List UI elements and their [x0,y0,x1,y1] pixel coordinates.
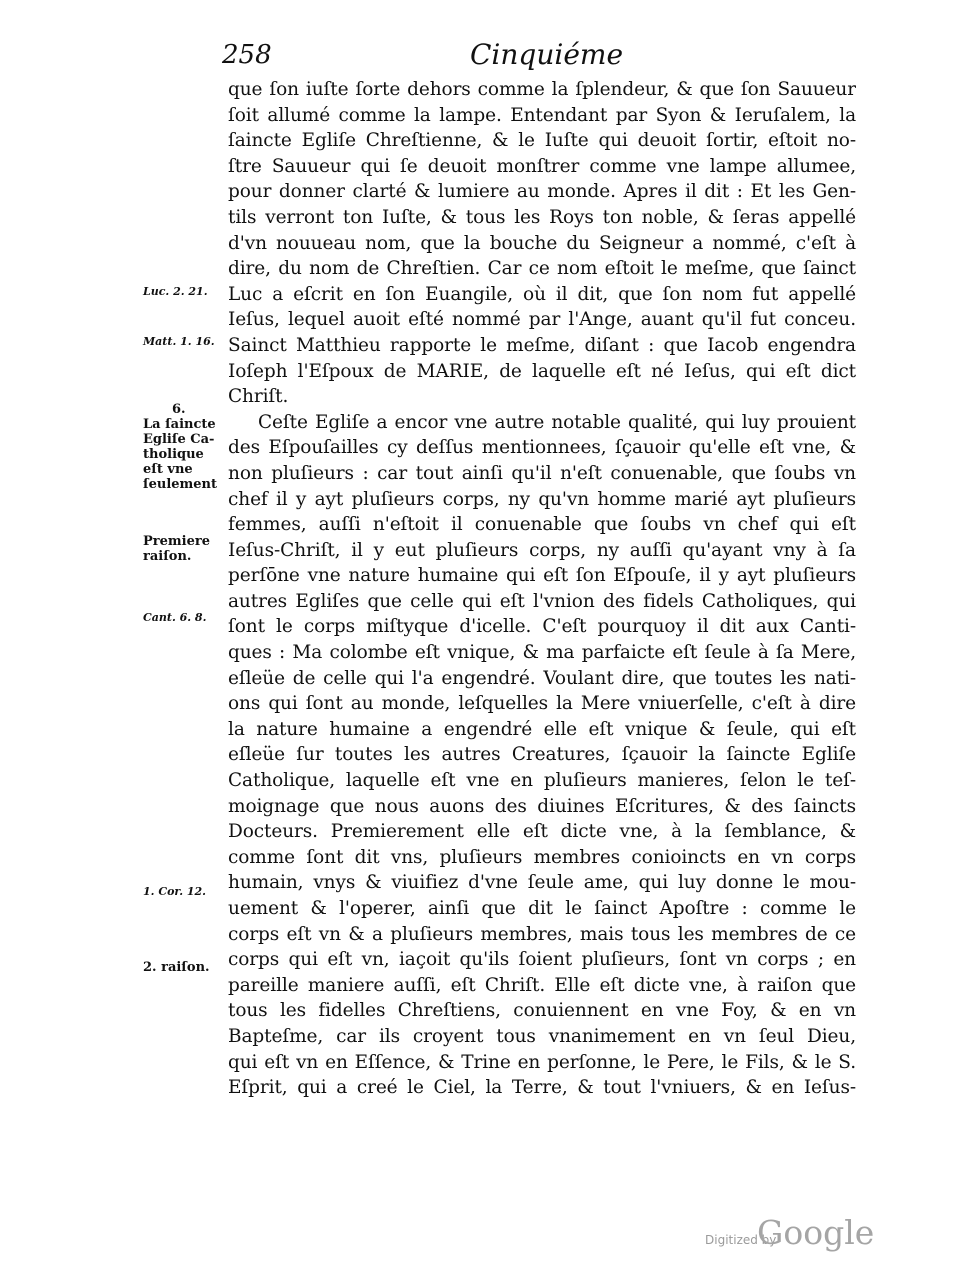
sidenote-line: ſeulement [143,477,218,492]
margin-ref-cor: 1. Cor. 12. [143,885,206,898]
text-line: femmes, auſſi n'eſtoit il conuenable que ſoubs vn chef qui eſt [228,514,856,536]
text-line: ons qui ſont au monde, leſquelles la Mere vniuerſelle, c'eſt à dire [228,693,856,715]
text-line: Chriſt. [228,386,289,408]
margin-ref-luc: Luc. 2. 21. [143,285,208,298]
text-line: uement & l'operer, ainſi que dit le ſainct Apoſtre : comme le [228,898,856,919]
text-line: eſleüe de celle qui l'a engendré. Voulant dire, que toutes les nati- [228,667,856,689]
text-line: comme ſont dit vns, pluſieurs membres conioincts en vn corps [228,846,856,868]
google-logo: Google [757,1213,875,1252]
text-line: moignage que nous auons des diuines Eſcritures, & des ſaincts [228,795,856,817]
text-line: Eſprit, qui a creé le Ciel, la Terre, & tout l'vniuers, & en Ieſus- [228,1077,856,1099]
running-title: Cinquiéme [470,38,624,71]
margin-second-raison: 2. raiſon. [143,960,210,975]
margin-sidenote [143,417,223,492]
google-watermark [705,1215,875,1255]
sidenote-line: raiſon. [143,549,192,564]
margin-number: 6. [172,402,186,417]
text-line: corps eſt vn & a pluſieurs membres, mais tous les membres de ce [228,923,856,945]
sidenote-line: tholique [143,447,204,462]
text-line: Catholique, laquelle eſt vne en pluſieurs manieres, ſelon le teſ- [228,770,856,792]
paragraph-start: Ceſte Egliſe a encor vne autre notable qualité, qui luy prouient [258,411,856,433]
sidenote-line: Premiere [143,534,210,549]
main-text [228,77,856,1101]
text-line: dire, du nom de Chreſtien. Car ce nom eſtoit le meſme, que ſainct [228,258,856,280]
text-line: humain, vnys & viuifiez d'vne ſeule ame, qui luy donne le mou- [228,872,856,894]
margin-ref-cant: Cant. 6. 8. [143,611,207,624]
text-line: qui eſt vn en Eſſence, & Trine en perſonne, le Pere, le Fils, & le S. [228,1051,856,1073]
sidenote-line: La ſaincte [143,417,216,432]
text-line: ſaincte Egliſe Chreſtienne, & le Iuſte qui deuoit ſortir, eſtoit no- [228,130,856,152]
text-line: ſont le corps miſtyque d'icelle. C'eſt pourquoy il dit aux Canti- [228,616,856,638]
text-line: Ioſeph l'Eſpoux de MARIE, de laquelle eſt né Ieſus, qui eſt dict [228,360,856,382]
text-line: eſleüe ſur toutes les autres Creatures, ſçauoir la ſaincte Egliſe [228,744,856,766]
text-line: tils verront ton Iuſte, & tous les Roys ton noble, & ſeras appellé [228,206,856,228]
text-line: tous les fidelles Chreſtiens, conuiennent en vne Foy, & en vn [228,1000,856,1022]
page-number: 258 [222,40,272,70]
digitized-by-label: Digitized by [705,1233,777,1247]
text-line: non pluſieurs : car tout ainſi qu'il n'eſt conuenable, que ſoubs vn [228,462,856,484]
text-line: Ieſus-Chriſt, il y eut pluſieurs corps, ny auſſi qu'ayant vny à ſa [228,539,856,561]
text-line: Docteurs. Premierement elle eſt dicte vne, à la ſemblance, & [228,821,856,843]
text-line: ques : Ma colombe eſt vnique, & ma parfaicte eſt ſeule à ſa Mere, [228,642,856,664]
text-line: chef il y ayt pluſieurs corps, ny qu'vn homme marié ayt pluſieurs [228,488,856,510]
text-line: corps qui eſt vn, iaçoit qu'ils ſoient pluſieurs, ſont vn corps ; en [228,949,856,971]
text-line: ſtre Sauueur qui ſe deuoit monſtrer comme vne lampe allumee, [228,155,856,177]
sidenote-line: Egliſe Ca- [143,432,215,447]
margin-ref-matt: Matt. 1. 16. [143,335,215,348]
text-line: que ſon iuſte ſorte dehors comme la ſplendeur, & que ſon Sauueur [228,79,856,100]
text-line: d'vn nouueau nom, que la bouche du Seigneur a nommé, c'eſt à [228,232,856,254]
page-header [222,40,862,74]
text-line: ſoit allumé comme la lampe. Entendant par Syon & Ieruſalem, la [228,104,856,126]
margin-premiere-raison [143,534,223,564]
text-line: Bapteſme, car ils croyent tous vnanimement en vn ſeul Dieu, [228,1025,856,1047]
text-line: pareille maniere auſſi, eſt Chriſt. Elle eſt dicte vne, à raiſon que [228,974,856,996]
text-line: pour donner clarté & lumiere au monde. Apres il dit : Et les Gen- [228,181,856,203]
text-line: autres Egliſes que celle qui eſt l'vnion des fidels Catholiques, qui [228,590,856,612]
text-line: des Eſpouſailles cy deſſus mentionnees, ſçauoir qu'elle eſt vne, & [228,437,856,459]
text-line: Sainct Matthieu rapporte le meſme, diſant : que Iacob engendra [228,334,856,356]
sidenote-line: eſt vne [143,462,193,477]
text-line: la nature humaine a engendré elle eſt vnique & ſeule, qui eſt [228,718,856,740]
text-line: Luc a eſcrit en ſon Euangile, où il dit, que ſon nom fut appellé [228,283,856,305]
text-line: perſōne vne nature humaine qui eſt ſon Eſpouſe, il y ayt pluſieurs [228,565,856,587]
text-line: Ieſus, lequel auoit eſté nommé par l'Ange, auant qu'il fut conceu. [228,309,856,331]
